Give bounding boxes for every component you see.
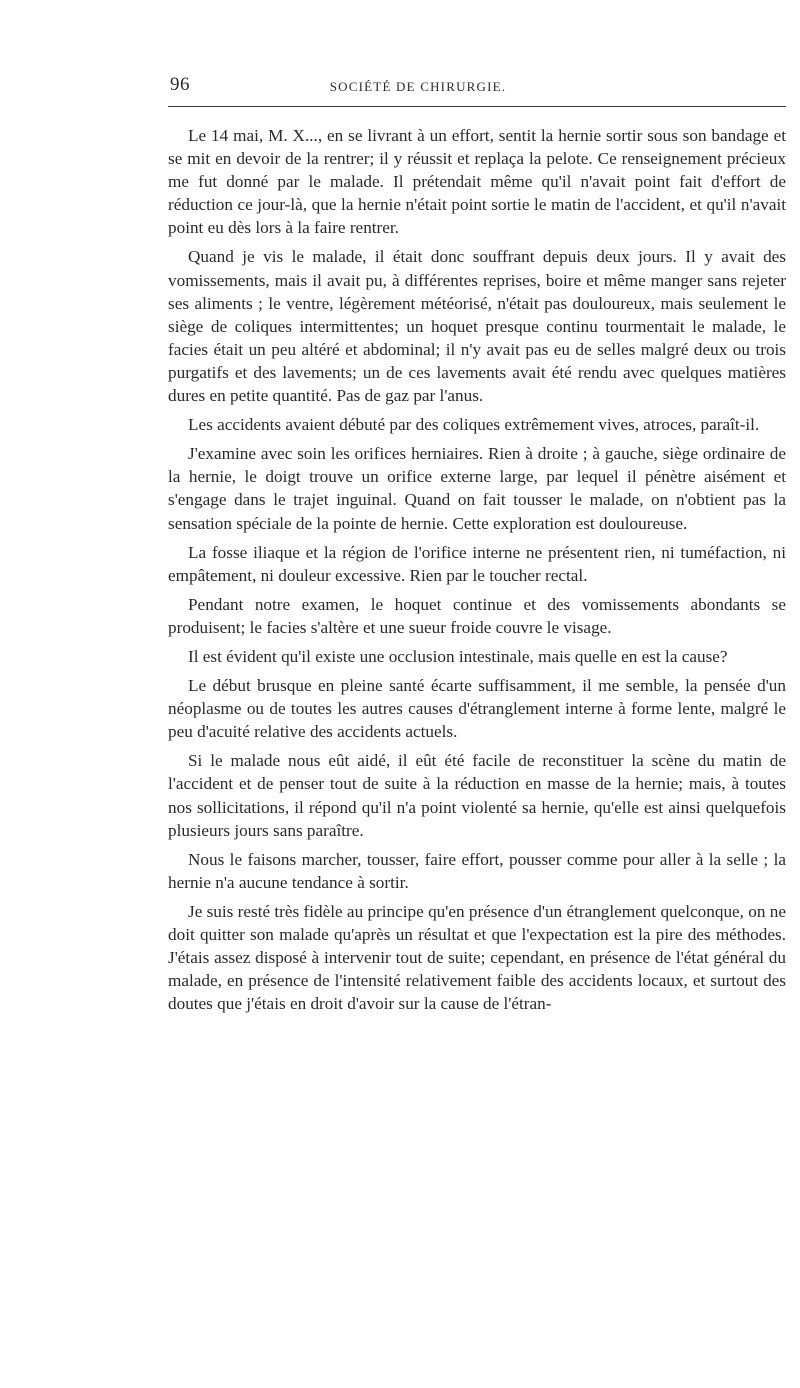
body-text (168, 124, 786, 1021)
page-number: 96 (170, 74, 190, 95)
running-title: SOCIÉTÉ DE CHIRURGIE. (329, 79, 507, 94)
paragraph: Si le malade nous eût aidé, il eût été facile de reconstituer la scène du matin de l'accident et de penser tout de suite à la réduction en masse de la hernie; mais, à toutes nos sollicitations, il répond qu'il n'a point violenté sa hernie, qu'elle est ainsi quelquefois plusieurs jours sans paraître. (168, 751, 786, 840)
paragraph: Pendant notre examen, le hoquet continue et des vomissements abondants se produisent; le facies s'altère et une sueur froide couvre le visage. (168, 594, 786, 637)
paragraph: Il est évident qu'il existe une occlusion intestinale, mais quelle en est la cause? (188, 646, 728, 666)
paragraph: Je suis resté très fidèle au principe qu'en présence d'un étranglement quelconque, on ne doit quitter son malade qu'après un résultat et que l'expectation est la pire des méthodes. J'étais assez disposé à intervenir tout de suite; cependant, en présence de l'état général du malade, en présence de l'intensité relativement faible des accidents locaux, et surtout des doutes que j'étais en droit d'avoir sur la cause de l'étran- (168, 901, 786, 1014)
paragraph: Le début brusque en pleine santé écarte suffisamment, il me semble, la pensée d'un néoplasme ou de toutes les autres causes d'étranglement interne à forme lente, malgré le peu d'acuité relative des accidents actuels. (168, 676, 786, 742)
paragraph: La fosse iliaque et la région de l'orifice interne ne présentent rien, ni tuméfaction, ni empâtement, ni douleur excessive. Rien par le toucher rectal. (168, 542, 786, 585)
paragraph: Les accidents avaient débuté par des coliques extrêmement vives, atroces, paraît-il. (188, 415, 760, 435)
paragraph: Le 14 mai, M. X..., en se livrant à un effort, sentit la hernie sortir sous son bandage et se mit en devoir de la rentrer; il y réussit et replaça la pelote. Ce renseignement précieux me fut donné par le malade. Il prétendait même qu'il n'avait point fait d'effort de réduction ce jour-là, que la hernie n'était point sortie le matin de l'accident, et qu'il n'avait point eu dès lors à la faire rentrer. (168, 126, 786, 238)
paragraph: Nous le faisons marcher, tousser, faire effort, pousser comme pour aller à la selle ; la hernie n'a aucune tendance à sortir. (168, 849, 786, 892)
header-rule (168, 106, 786, 107)
paragraph: Quand je vis le malade, il était donc souffrant depuis deux jours. Il y avait des vomissements, mais il avait pu, à différentes reprises, boire et même manger sans rejeter ses aliments ; le ventre, légèrement météorisé, n'était pas douloureux, mais seulement le siège de coliques intermittentes; un hoquet presque continu tourmentait le malade, le facies était un peu altéré et abdominal; il n'y avait pas eu de selles malgré deux ou trois purgatifs et des lavements; un de ces lavements avait été rendu avec quelques matières dures en petite quantité. Pas de gaz par l'anus. (168, 247, 786, 406)
paragraph: J'examine avec soin les orifices herniaires. Rien à droite ; à gauche, siège ordinaire de la hernie, le doigt trouve un orifice externe large, par lequel il pénètre aisément et s'engage dans le trajet inguinal. Quand on fait tousser le malade, on n'obtient pas la sensation spéciale de la pointe de hernie. Cette exploration est douloureuse. (168, 444, 786, 533)
